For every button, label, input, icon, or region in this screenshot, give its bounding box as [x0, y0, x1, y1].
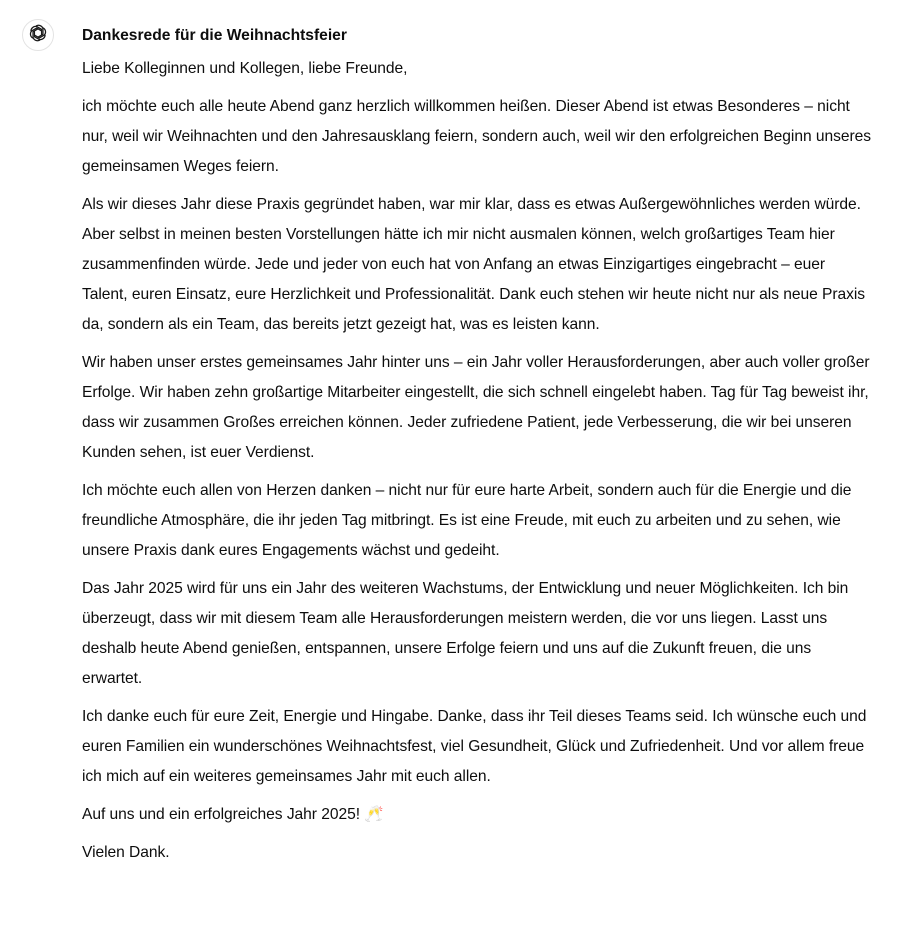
speech-title: Dankesrede für die Weihnachtsfeier	[82, 27, 347, 44]
speech-paragraph: Als wir dieses Jahr diese Praxis gegründet haben, war mir klar, dass es etwas Außergewöhnliches werden würde. Aber selbst in meinen besten Vorstellungen hätte ich mir nicht ausmalen können, welch großartiges Team hier zusammenfinden würde. Jede und jeder von euch hat von Anfang an etwas Einzigartiges eingebracht – euer Talent, euren Einsatz, eure Herzlichkeit und Professionalität. Dank euch stehen wir heute nicht nur als neue Praxis da, sondern als ein Team, das bereits jetzt gezeigt hat, was es leisten kann.	[82, 196, 866, 333]
speech-toast	[82, 800, 872, 830]
champagne-glasses-icon: 🥂	[364, 806, 384, 823]
speech-paragraph: Das Jahr 2025 wird für uns ein Jahr des weiteren Wachstums, der Entwicklung und neuer Möglichkeiten. Ich bin überzeugt, dass wir mit diesem Team alle Herausforderungen meistern werden, die vor uns liegen. Lasst uns deshalb heute Abend genießen, entspannen, unsere Erfolge feiern und uns auf die Zukunft freuen, die uns erwartet.	[82, 580, 849, 687]
speech-closing: Vielen Dank.	[82, 844, 170, 861]
message-content	[82, 24, 872, 876]
toast-text: Auf uns und ein erfolgreiches Jahr 2025!	[82, 806, 361, 823]
assistant-avatar	[22, 19, 54, 51]
speech-greeting: Liebe Kolleginnen und Kollegen, liebe Freunde,	[82, 60, 408, 77]
speech-paragraph: Ich danke euch für eure Zeit, Energie und Hingabe. Danke, dass ihr Teil dieses Teams seid. Ich wünsche euch und euren Familien ein wunderschönes Weihnachtsfest, viel Gesundheit, Glück und Zufriedenheit. Und vor allem freue ich mich auf ein weiteres gemeinsames Jahr mit euch allen.	[82, 708, 867, 785]
speech-paragraph: Wir haben unser erstes gemeinsames Jahr hinter uns – ein Jahr voller Herausforderungen, aber auch voller großer Erfolge. Wir haben zehn großartige Mitarbeiter eingestellt, die sich schnell eingelebt haben. Tag für Tag beweist ihr, dass wir zusammen Großes erreichen können. Jeder zufriedene Patient, jede Verbesserung, die wir bei unseren Kunden sehen, ist euer Verdienst.	[82, 354, 870, 461]
speech-paragraph: Ich möchte euch allen von Herzen danken – nicht nur für eure harte Arbeit, sondern auch für die Energie und die freundliche Atmosphäre, die ihr jeden Tag mitbringt. Es ist eine Freude, mit euch zu arbeiten und zu sehen, wie unsere Praxis dank eures Engagements wächst und gedeiht.	[82, 482, 852, 559]
openai-logo-icon	[27, 22, 49, 49]
speech-paragraph: ich möchte euch alle heute Abend ganz herzlich willkommen heißen. Dieser Abend ist etwas Besonderes – nicht nur, weil wir Weihnachten und den Jahresausklang feiern, sondern auch, weil wir den erfolgreichen Beginn unseres gemeinsamen Weges feiern.	[82, 98, 871, 175]
